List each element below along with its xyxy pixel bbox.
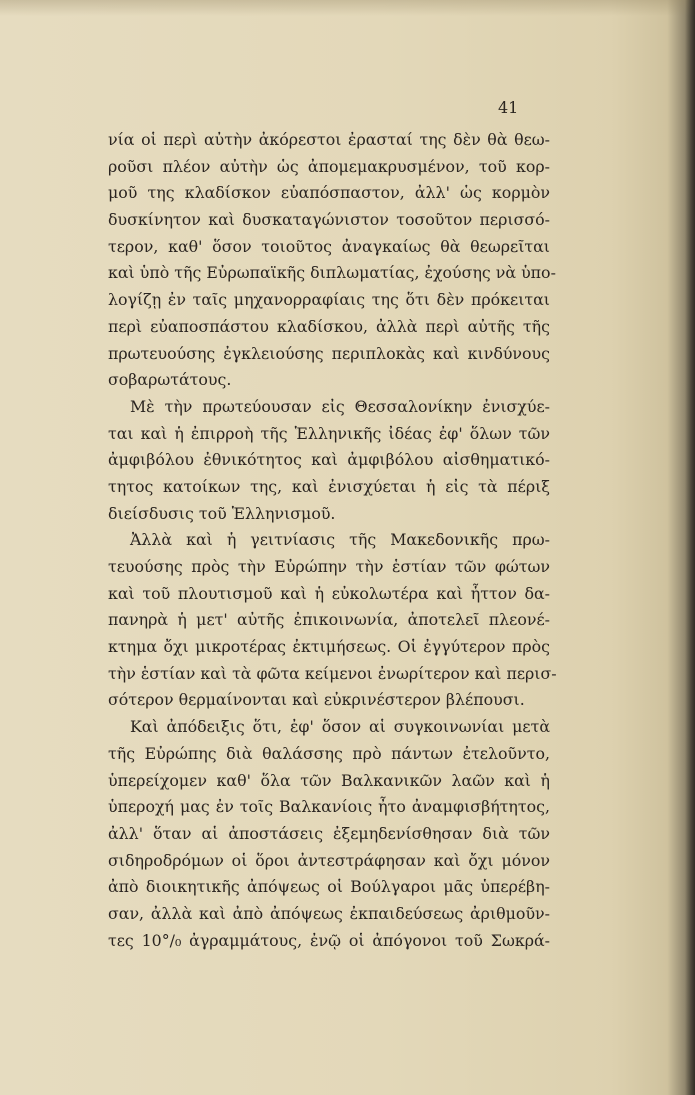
- text-line: διείσδυσις τοῦ Ἑλληνισμοῦ.: [108, 503, 336, 523]
- text-line: ἀλλ' ὅταν αἱ ἀποστάσεις ἐξεμηδενίσθησαν διὰ τῶν: [108, 823, 550, 843]
- text-line: μοῦ της κλαδίσκον εὐαπόσπαστον, ἀλλ' ὡς κορμὸν: [108, 183, 550, 203]
- text-line: πανηρὰ ἡ μετ' αὐτῆς ἐπικοινωνία, ἀποτελεῖ πλεονέ-: [108, 610, 550, 630]
- page-number: 41: [498, 98, 519, 117]
- text-line: νία οἱ περὶ αὐτὴν ἀκόρεστοι ἐρασταί της δὲν θὰ θεω-: [108, 130, 550, 149]
- text-line: καὶ τοῦ πλουτισμοῦ καὶ ἡ εὐκολωτέρα καὶ ἧττον δα-: [108, 583, 550, 603]
- text-line: τητος κατοίκων της, καὶ ἐνισχύεται ἡ εἰς τὰ πέριξ: [108, 476, 550, 496]
- text-line: σότερον θερμαίνονται καὶ εὐκρινέστερον βλέπουσι.: [108, 690, 525, 710]
- text-line: τὴν ἑστίαν καὶ τὰ φῶτα κείμενοι ἐνωρίτερον καὶ περισ-: [108, 663, 557, 683]
- text-line: σιδηροδρόμων οἱ ὅροι ἀντεστράφησαν καὶ ὄχι μόνον: [108, 850, 550, 870]
- page-top-edge: [0, 0, 695, 16]
- text-line: ὑπεροχή μας ἐν τοῖς Βαλκανίοις ἦτο ἀναμφισβήτητος,: [108, 797, 550, 817]
- text-line: λογίζῃ ἐν ταῖς μηχανορραφίαις της ὅτι δὲν πρόκειται: [108, 290, 550, 310]
- text-line: δυσκίνητον καὶ δυσκαταγώνιστον τοσοῦτον περισσό-: [108, 210, 550, 230]
- text-line: τες 10°/₀ ἀγραμμάτους, ἐνῷ οἱ ἀπόγονοι τοῦ Σωκρά-: [108, 930, 550, 950]
- text-line: πρωτευούσης ἐγκλειούσης περιπλοκὰς καὶ κινδύνους: [108, 343, 550, 363]
- text-line: Ἀλλὰ καὶ ἡ γειτνίασις τῆς Μακεδονικῆς πρω-: [130, 530, 550, 550]
- text-line: σοβαρωτάτους.: [108, 370, 232, 390]
- body-text: [108, 127, 557, 954]
- text-line: ἀμφιβόλου ἐθνικότητος καὶ ἀμφιβόλου αἰσθηματικό-: [108, 450, 550, 470]
- text-line: ἀπὸ διοικητικῆς ἀπόψεως οἱ Βούλγαροι μᾶς ὑπερέβη-: [108, 877, 550, 897]
- text-line: ροῦσι πλέον αὐτὴν ὡς ἀπομεμακρυσμένον, τοῦ κορ-: [108, 156, 550, 176]
- text-line: τῆς Εὐρώπης διὰ θαλάσσης πρὸ πάντων ἐτελοῦντο,: [108, 743, 550, 763]
- text-line: καὶ ὑπὸ τῆς Εὐρωπαϊκῆς διπλωματίας, ἐχούσης νὰ ὑπο-: [108, 263, 556, 283]
- text-line: ται καὶ ἡ ἐπιρροὴ τῆς Ἑλληνικῆς ἰδέας ἐφ' ὅλων τῶν: [108, 423, 550, 443]
- text-line: Μὲ τὴν πρωτεύουσαν εἰς Θεσσαλονίκην ἐνισχύε-: [130, 396, 550, 416]
- binding-shadow: [685, 0, 695, 1095]
- text-line: κτημα ὄχι μικροτέρας ἐκτιμήσεως. Οἱ ἐγγύτερον πρὸς: [108, 637, 550, 657]
- text-line: περὶ εὐαποσπάστου κλαδίσκου, ἀλλὰ περὶ αὐτῆς τῆς: [108, 316, 550, 336]
- text-line: ὑπερείχομεν καθ' ὅλα τῶν Βαλκανικῶν λαῶν καὶ ἡ: [108, 770, 550, 790]
- text-line: τερον, καθ' ὅσον τοιοῦτος ἀναγκαίως θὰ θεωρεῖται: [108, 236, 550, 256]
- text-line: σαν, ἀλλὰ καὶ ἀπὸ ἀπόψεως ἐκπαιδεύσεως ἀριθμοῦν-: [108, 903, 550, 923]
- text-line: τευούσης πρὸς τὴν Εὐρώπην τὴν ἑστίαν τῶν φώτων: [108, 557, 550, 576]
- text-line: Καὶ ἀπόδειξις ὅτι, ἐφ' ὅσον αἱ συγκοινωνίαι μετὰ: [130, 717, 550, 737]
